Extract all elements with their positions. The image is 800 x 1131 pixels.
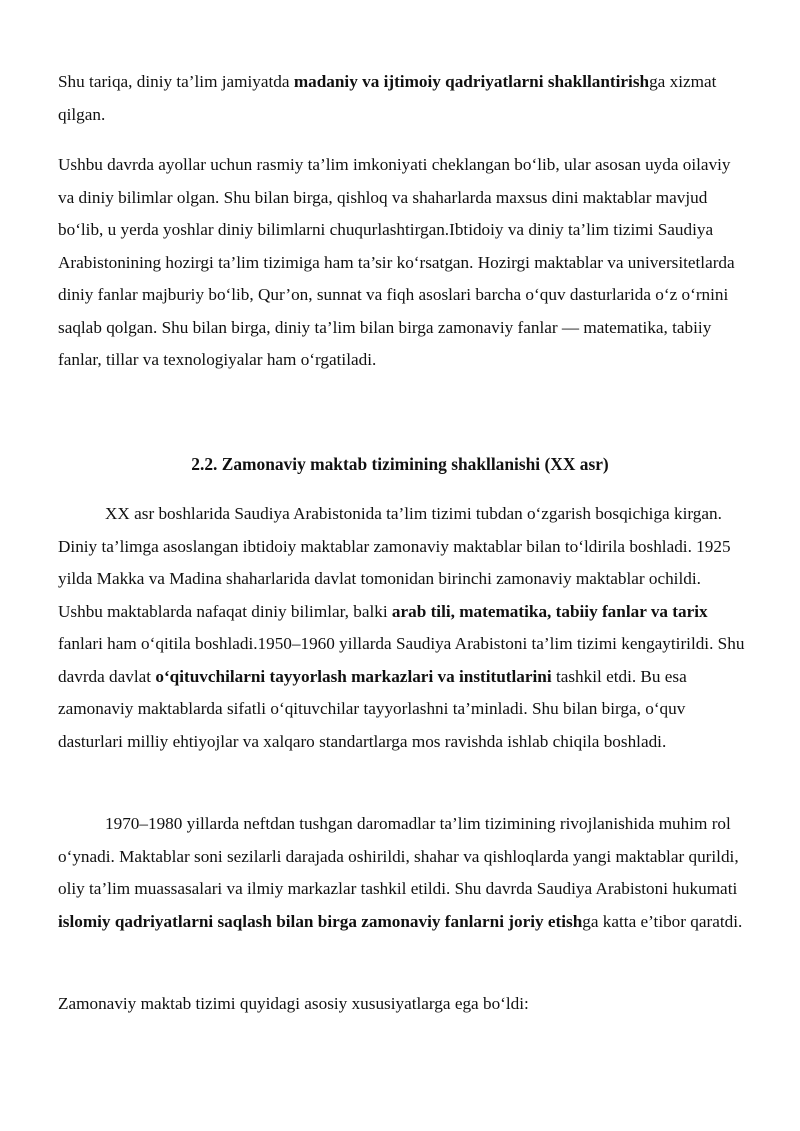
paragraph-3-text-c: fanlari ham o‘qitila boshladi.1950–1960 yillarda Saudiya Arabistoni ta’lim tizimi kengaytirildi. Shu davrda davlat [58,634,745,686]
paragraph-3-text-a: XX asr boshlarida Saudiya Arabistonida ta’lim tizimi tubdan o‘zgarish bosqichiga kirgan. Diniy ta’limga asoslangan ibtidoiy maktablar zamonaviy maktablar bilan to‘ldirila boshladi. 1925 yilda Makka va Madina shaharlarida davlat tomonidan birinchi zamonaviy maktablar ochildi. Ushbu maktablarda nafaqat diniy bilimlar, balki [58,504,731,621]
paragraph-2: Ushbu davrda ayollar uchun rasmiy ta’lim imkoniyati cheklangan bo‘lib, ular asosan uyda oilaviy va diniy bilimlar olgan. Shu bilan birga, qishloq va shaharlarda maxsus dini maktablar mavjud bo‘lib, u yerda yoshlar diniy bilimlarni chuqurlashtirgan.Ibtidoiy va diniy ta’lim tizimi Saudiya Arabistonining hozirgi ta’lim tizimiga ham ta’sir ko‘rsatgan. Hozirgi maktablar va universitetlarda diniy fanlar majburiy bo‘lib, Qur’on, sunnat va fiqh asoslari barcha o‘quv dasturlarida o‘z o‘rnini saqlab qolgan. Shu bilan birga, diniy ta’lim bilan birga zamonaviy fanlar — matematika, tabiiy fanlar, tillar va texnologiyalar ham o‘rgatiladi. [58,155,735,369]
paragraph-1-text-c: ga xizmat qilgan. [58,72,717,124]
section-heading: 2.2. Zamonaviy maktab tizimining shakllanishi (XX asr) [191,454,609,474]
paragraph-3 [58,498,748,758]
paragraph-1-bold-1: madaniy va ijtimoiy qadriyatlarni shakllantirish [293,72,650,91]
paragraph-3-bold-2: o‘qituvchilarni tayyorlash markazlari va institutlarini [155,666,552,686]
paragraph-4-text-c: ga katta e’tibor qaratdi. [582,911,743,931]
paragraph-4 [58,808,748,938]
paragraph-4-bold-1: islomiy qadriyatlarni saqlash bilan birga zamonaviy fanlarni joriy etish [58,911,583,931]
paragraph-1 [58,66,748,131]
paragraph-5: Zamonaviy maktab tizimi quyidagi asosiy xususiyatlarga ega bo‘ldi: [58,994,529,1013]
paragraph-1-text-a: Shu tariqa, diniy ta’lim jamiyatda [58,72,294,91]
paragraph-4-text-a: 1970–1980 yillarda neftdan tushgan daromadlar ta’lim tizimining rivojlanishida muhim rol o‘ynadi. Maktablar soni sezilarli darajada oshirildi, shahar va qishloqlarda yangi maktablar qurildi, oliy ta’lim muassasalari va ilmiy markazlar tashkil etildi. Shu davrda Saudiya Arabistoni hukumati [58,814,739,898]
paragraph-3-text-d: tashkil etdi. Bu esa zamonaviy maktablarda sifatli o‘qituvchilar tayyorlashni ta’minladi. Shu bilan birga, o‘quv dasturlari milliy ehtiyojlar va xalqaro standartlarga mos ravishda ishlab chiqila boshladi. [58,666,687,751]
paragraph-3-bold-1: arab tili, matematika, tabiiy fanlar va tarix [391,601,708,621]
